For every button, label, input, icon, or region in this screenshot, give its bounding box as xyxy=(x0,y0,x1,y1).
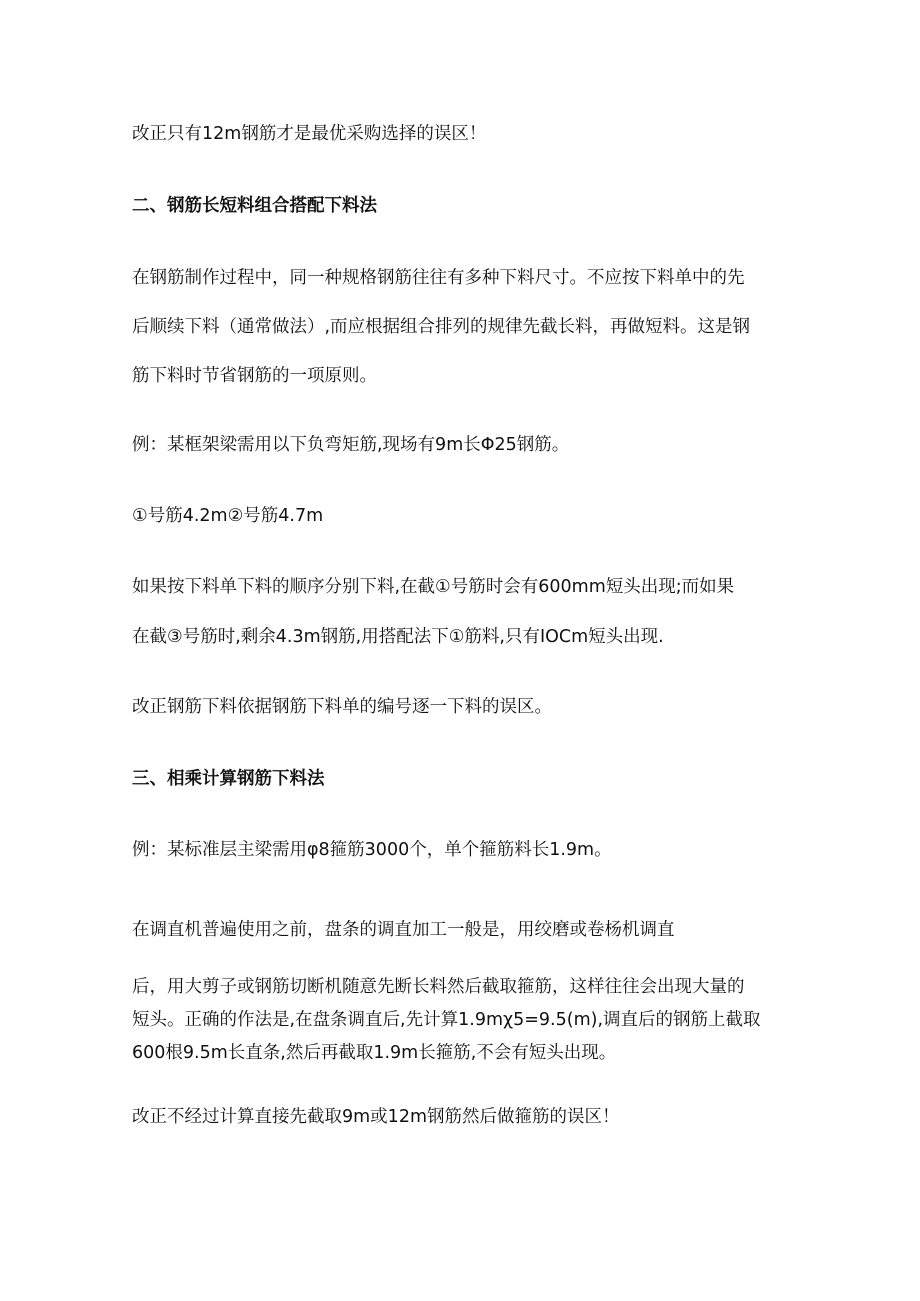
paragraph-line-8: 如果按下料单下料的顺序分别下料,在截①号筋时会有600mm短头出现;而如果 xyxy=(132,577,735,597)
paragraph-line-15: 短头。正确的作法是,在盘条调直后,先计算1.9mχ5=9.5(m),调直后的钢筋上截取 xyxy=(132,1010,761,1030)
paragraph-line-1: 改正只有12m钢筋才是最优采购选择的误区！ xyxy=(132,124,487,144)
paragraph-line-17: 改正不经过计算直接先截取9m或12m钢筋然后做箍筋的误区！ xyxy=(132,1107,620,1127)
paragraph-line-16: 600根9.5m长直条,然后再截取1.9m长箍筋,不会有短头出现。 xyxy=(132,1043,617,1063)
section-heading-3: 三、相乘计算钢筋下料法 xyxy=(132,769,325,789)
paragraph-line-9: 在截③号筋时,剩余4.3m钢筋,用搭配法下①筋料,只有IOCm短头出现. xyxy=(132,627,664,647)
paragraph-line-3: 在钢筋制作过程中，同一种规格钢筋往往有多种下料尺寸。不应按下料单中的先 xyxy=(132,268,745,288)
paragraph-line-4: 后顺续下料（通常做法）,而应根据组合排列的规律先截长料，再做短料。这是钢 xyxy=(132,317,751,337)
paragraph-line-5: 筋下料时节省钢筋的一项原则。 xyxy=(132,366,377,386)
paragraph-line-7: ①号筋4.2m②号筋4.7m xyxy=(132,506,324,526)
paragraph-line-14: 后，用大剪子或钢筋切断机随意先断长料然后截取箍筋，这样往往会出现大量的 xyxy=(132,977,745,997)
paragraph-line-10: 改正钢筋下料依据钢筋下料单的编号逐一下料的误区。 xyxy=(132,697,552,717)
paragraph-line-6: 例：某框架梁需用以下负弯矩筋,现场有9m长Φ25钢筋。 xyxy=(132,435,570,455)
section-heading-2: 二、钢筋长短料组合搭配下料法 xyxy=(132,196,377,216)
paragraph-line-13: 在调直机普遍使用之前，盘条的调直加工一般是，用绞磨或卷杨机调直 xyxy=(132,920,675,940)
paragraph-line-12: 例：某标准层主梁需用φ8箍筋3000个，单个箍筋料长1.9m。 xyxy=(132,840,612,860)
